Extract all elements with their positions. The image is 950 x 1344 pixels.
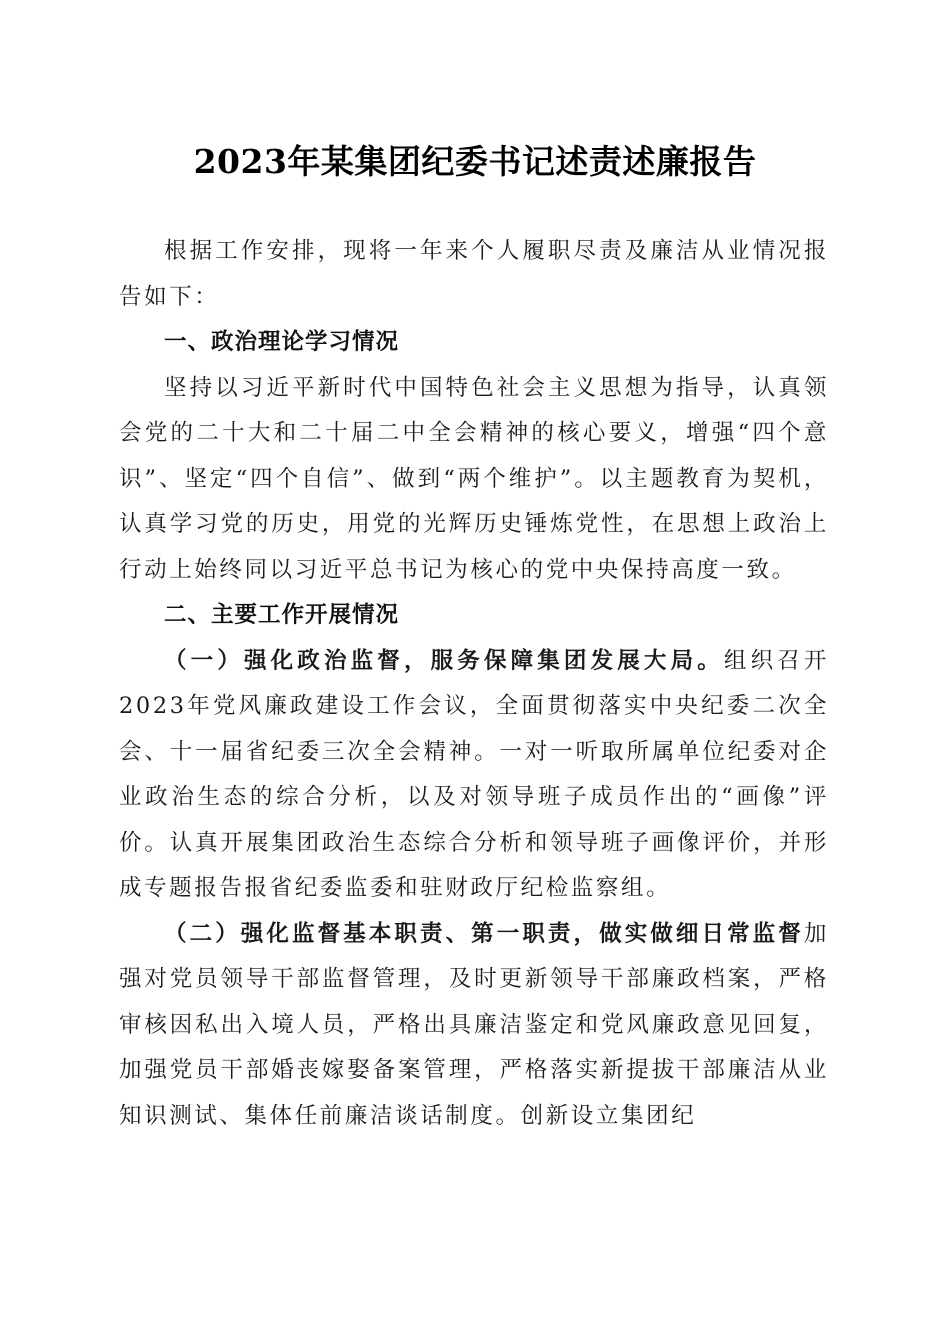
section-2-item-2-text: 加强对党员领导干部监督管理，及时更新领导干部廉政档案，严格审核因私出入境人员，严格出具廉洁鉴定和党风廉政意见回复，加强党员干部婚丧嫁娶备案管理，严格落实新提拔干部廉洁从业知识测试、集体任前廉洁谈话制度。创新设立集团纪: [119, 920, 829, 1129]
section-2-item-1-lead: （一）强化政治监督，服务保障集团发展大局。: [164, 647, 724, 674]
section-1-paragraph: 坚持以习近平新时代中国特色社会主义思想为指导，认真领会党的二十大和二十届二中全会精神的核心要义，增强“四个意识”、坚定“四个自信”、做到“两个维护”。以主题教育为契机，认真学习党的历史，用党的光辉历史锤炼党性，在思想上政治上行动上始终同以习近平总书记为核心的党中央保持高度一致。: [119, 374, 829, 583]
section-2-item-1-text: 组织召开2023年党风廉政建设工作会议，全面贯彻落实中央纪委二次全会、十一届省纪委三次全会精神。一对一听取所属单位纪委对企业政治生态的综合分析，以及对领导班子成员作出的“画像”评价。认真开展集团政治生态综合分析和领导班子画像评价，并形成专题报告报省纪委监委和驻财政厅纪检监察组。: [119, 647, 829, 901]
section-2-item-1: [119, 639, 829, 912]
section-2-item-2-lead: （二）强化监督基本职责、第一职责，做实做细日常监督: [164, 920, 804, 947]
section-2-heading: 二、主要工作开展情况: [164, 602, 400, 628]
section-2-item-2: [119, 912, 829, 1140]
section-1-heading: 一、政治理论学习情况: [164, 329, 400, 355]
intro-paragraph: 根据工作安排，现将一年来个人履职尽责及廉洁从业情况报告如下：: [119, 238, 829, 310]
document-body: [119, 229, 829, 1139]
document-title: 2023年某集团纪委书记述责述廉报告: [193, 142, 757, 181]
